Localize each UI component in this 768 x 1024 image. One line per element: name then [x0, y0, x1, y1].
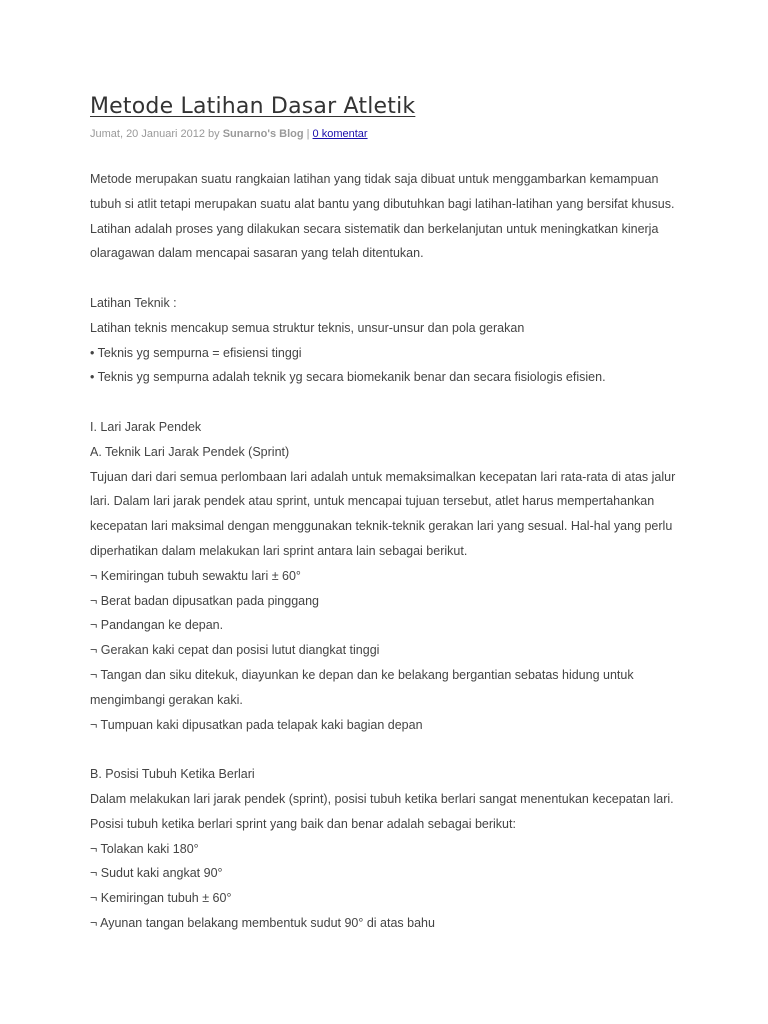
text-line: lari. Dalam lari jarak pendek atau sprint, untuk mencapai tujuan tersebut, atlet harus mempertahankan: [90, 494, 655, 509]
post-title[interactable]: Metode Latihan Dasar Atletik: [90, 94, 416, 119]
post-by: by: [208, 128, 220, 140]
paragraph-lari-jarak-pendek: [90, 415, 690, 737]
meta-separator: |: [306, 128, 310, 140]
bullet-item: • Teknis yg sempurna = efisiensi tinggi: [90, 345, 302, 360]
list-item: ¬ Sudut kaki angkat 90°: [90, 866, 223, 881]
text-line: Dalam melakukan lari jarak pendek (sprint), posisi tubuh ketika berlari sangat menentukan kecepatan lari.: [90, 791, 674, 806]
list-item: ¬ Pandangan ke depan.: [90, 618, 224, 633]
list-item-continuation: mengimbangi gerakan kaki.: [90, 692, 243, 707]
section-heading: I. Lari Jarak Pendek: [90, 419, 202, 434]
list-item: ¬ Tumpuan kaki dipusatkan pada telapak kaki bagian depan: [90, 717, 423, 732]
paragraph-intro: [90, 167, 690, 266]
comments-link[interactable]: 0 komentar: [312, 128, 368, 140]
list-item: ¬ Tangan dan siku ditekuk, diayunkan ke depan dan ke belakang bergantian sebatas hidung untuk: [90, 667, 634, 682]
text-line: Posisi tubuh ketika berlari sprint yang baik dan benar adalah sebagai berikut:: [90, 816, 516, 831]
subsection-heading: B. Posisi Tubuh Ketika Berlari: [90, 767, 255, 782]
list-item: ¬ Tolakan kaki 180°: [90, 841, 199, 856]
list-item: ¬ Berat badan dipusatkan pada pinggang: [90, 593, 320, 608]
paragraph-gap: [90, 266, 690, 291]
list-item: ¬ Kemiringan tubuh ± 60°: [90, 891, 232, 906]
subsection-heading: A. Teknik Lari Jarak Pendek (Sprint): [90, 444, 290, 459]
list-item: ¬ Gerakan kaki cepat dan posisi lutut diangkat tinggi: [90, 643, 380, 658]
paragraph-gap: [90, 390, 690, 415]
post-date: Jumat, 20 Januari 2012: [90, 128, 205, 140]
section-heading: Latihan Teknik :: [90, 295, 177, 310]
paragraph-posisi-tubuh: [90, 762, 690, 936]
paragraph-gap: [90, 737, 690, 762]
text-line: Tujuan dari dari semua perlombaan lari adalah untuk memaksimalkan kecepatan lari rata-rata di atas jalur: [90, 469, 676, 484]
text-line: Latihan adalah proses yang dilakukan secara sistematik dan berkelanjutan untuk meningkatkan kinerja: [90, 221, 659, 236]
post-meta: [90, 127, 690, 141]
paragraph-latihan-teknik: [90, 291, 690, 390]
text-line: diperhatikan dalam melakukan lari sprint antara lain sebagai berikut.: [90, 543, 468, 558]
text-line: tubuh si atlit tetapi merupakan suatu alat bantu yang dibutuhkan bagi latihan-latihan yang bersifat khusus.: [90, 196, 675, 211]
text-line: Latihan teknis mencakup semua struktur teknis, unsur-unsur dan pola gerakan: [90, 320, 525, 335]
post-author: Sunarno's Blog: [222, 128, 304, 140]
text-line: Metode merupakan suatu rangkaian latihan yang tidak saja dibuat untuk menggambarkan kemampuan: [90, 172, 659, 186]
blog-post: [90, 92, 690, 936]
post-body: [90, 167, 690, 936]
text-line: kecepatan lari maksimal dengan menggunakan teknik-teknik gerakan lari yang sesual. Hal-hal yang perlu: [90, 519, 673, 534]
list-item: ¬ Kemiringan tubuh sewaktu lari ± 60°: [90, 568, 301, 583]
text-line: olaragawan dalam mencapai sasaran yang telah ditentukan.: [90, 246, 424, 261]
list-item: ¬ Ayunan tangan belakang membentuk sudut 90° di atas bahu: [90, 915, 435, 930]
bullet-item: • Teknis yg sempurna adalah teknik yg secara biomekanik benar dan secara fisiologis efisien.: [90, 370, 606, 385]
